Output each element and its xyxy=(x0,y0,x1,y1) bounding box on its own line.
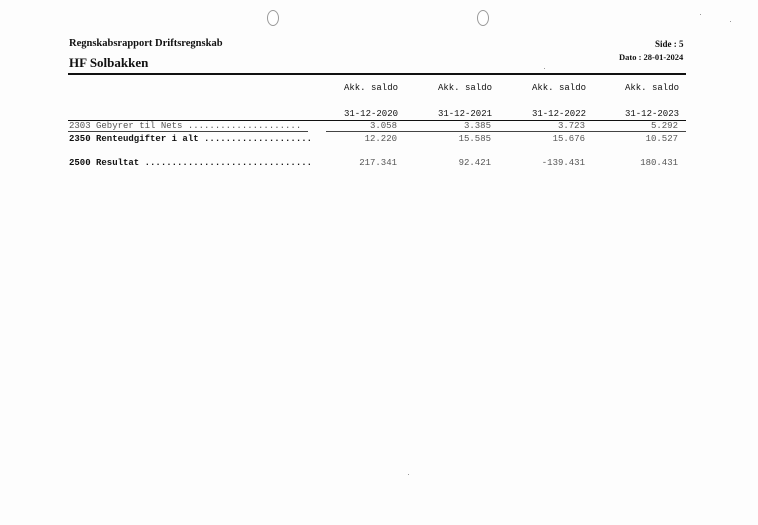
page-number: Side : 5 xyxy=(655,39,684,49)
scan-speck xyxy=(408,474,409,475)
row-value: 92.421 xyxy=(458,158,491,168)
punch-hole-left xyxy=(267,10,279,26)
column-date: 31-12-2021 xyxy=(437,109,492,119)
column-label: Akk. saldo xyxy=(437,83,492,93)
scan-speck xyxy=(700,14,701,15)
row-value: 12.220 xyxy=(364,134,397,144)
row-value: 3.385 xyxy=(463,121,491,131)
row-value: 5.292 xyxy=(650,121,678,131)
column-label: Akk. saldo xyxy=(531,83,586,93)
company-name: HF Solbakken xyxy=(69,55,149,70)
row-label: 2350 Renteudgifter i alt .................... xyxy=(69,134,313,144)
subtotal-rule xyxy=(68,131,308,132)
row-value: 15.585 xyxy=(458,134,491,144)
header-rule xyxy=(68,73,686,75)
row-value: -139.431 xyxy=(541,158,585,168)
report-title: Regnskabsrapport Driftsregnskab xyxy=(69,38,223,49)
scan-speck xyxy=(730,21,731,22)
row-value: 217.341 xyxy=(359,158,397,168)
row-value: 10.527 xyxy=(645,134,678,144)
column-date: 31-12-2023 xyxy=(624,109,679,119)
punch-hole-right xyxy=(477,10,489,26)
scan-speck xyxy=(544,68,545,69)
column-date: 31-12-2020 xyxy=(343,109,398,119)
column-date: 31-12-2022 xyxy=(531,109,586,119)
row-value: 3.058 xyxy=(369,121,397,131)
column-label: Akk. saldo xyxy=(343,83,398,93)
report-date: Dato : 28-01-2024 xyxy=(619,52,684,62)
row-label: 2500 Resultat ............................... xyxy=(69,158,313,168)
column-label: Akk. saldo xyxy=(624,83,679,93)
row-value: 15.676 xyxy=(552,134,585,144)
row-value: 180.431 xyxy=(640,158,678,168)
row-value: 3.723 xyxy=(557,121,585,131)
row-label: 2303 Gebyrer til Nets ..................... xyxy=(69,121,302,131)
subtotal-rule xyxy=(326,131,686,132)
